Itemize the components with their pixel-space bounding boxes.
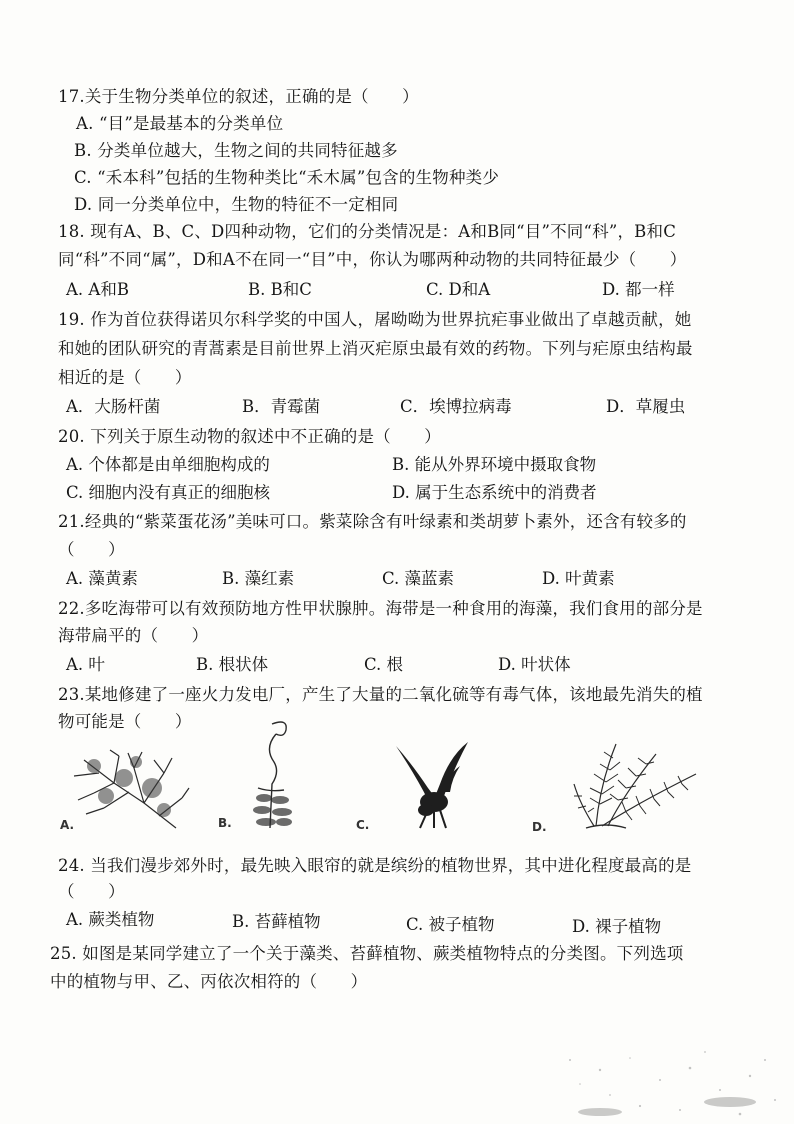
q17-option-b: B. 分类单位越大，生物之间的共同特征越多 — [74, 141, 398, 160]
q17-option-a: A. “目”是最基本的分类单位 — [76, 114, 284, 133]
q18-stem-line2: 同“科”不同“属”，D和A不在同一“目”中，你认为哪两种动物的共同特征最少（ ） — [58, 250, 687, 269]
q23-image-label-a: A. — [60, 818, 75, 832]
q21-stem-line1: 21.经典的“紫菜蛋花汤”美味可口。紫菜除含有叶绿素和类胡萝卜素外，还含有较多的 — [58, 512, 687, 531]
q20-stem: 20. 下列关于原生动物的叙述中不正确的是（ ） — [58, 427, 441, 446]
q23-image-label-b: B. — [218, 816, 232, 830]
q25-stem-line2: 中的植物与甲、乙、丙依次相符的（ ） — [50, 972, 368, 991]
q22-stem-line2: 海带扁平的（ ） — [58, 626, 209, 645]
q21-stem-line2: （ ） — [58, 540, 125, 559]
q23-image-label-d: D. — [532, 820, 547, 834]
q19-option-c: C．埃博拉病毒 — [400, 397, 512, 416]
q24-option-d: D. 裸子植物 — [572, 917, 662, 936]
q20-option-c: C. 细胞内没有真正的细胞核 — [66, 483, 271, 502]
q18-stem-line1: 18. 现有A、B、C、D四种动物，它们的分类情况是：A和B同“目”不同“科”，B和C — [58, 222, 677, 241]
q24-option-c: C. 被子植物 — [406, 915, 495, 934]
q20-option-d: D. 属于生态系统中的消费者 — [392, 483, 597, 502]
q20-option-b: B. 能从外界环境中摄取食物 — [392, 455, 597, 474]
q19-option-a: A．大肠杆菌 — [66, 397, 161, 416]
q22-option-a: A. 叶 — [66, 655, 105, 674]
scan-noise-decoration — [540, 1040, 794, 1124]
q19-stem-line1: 19. 作为首位获得诺贝尔科学奖的中国人，屠呦呦为世界抗疟事业做出了卓越贡献，她 — [58, 310, 692, 329]
q22-option-c: C. 根 — [364, 655, 404, 674]
q24-stem-line1: 24. 当我们漫步郊外时，最先映入眼帘的就是缤纷的植物世界，其中进化程度最高的是 — [58, 856, 692, 875]
q23-image-label-c: C. — [356, 818, 370, 832]
q18-option-d: D. 都一样 — [602, 280, 675, 299]
q22-option-d: D. 叶状体 — [498, 655, 571, 674]
q22-stem-line1: 22.多吃海带可以有效预防地方性甲状腺肿。海带是一种食用的海藻，我们食用的部分是 — [58, 599, 703, 618]
q21-option-c: C. 藻蓝素 — [382, 569, 455, 588]
q22-option-b: B. 根状体 — [196, 655, 269, 674]
q23-stem-line2: 物可能是（ ） — [58, 712, 192, 731]
q19-option-b: B．青霉菌 — [242, 397, 321, 416]
q18-option-c: C. D和A — [426, 280, 491, 299]
q18-option-b: B. B和C — [248, 280, 312, 299]
q25-stem-line1: 25. 如图是某同学建立了一个关于藻类、苔藓植物、蕨类植物特点的分类图。下列选项 — [50, 944, 684, 963]
q17-option-c: C. “禾本科”包括的生物种类比“禾木属”包含的生物种类少 — [74, 168, 500, 187]
q19-option-d: D．草履虫 — [606, 397, 686, 416]
q21-option-b: B. 藻红素 — [222, 569, 295, 588]
q19-stem-line3: 相近的是（ ） — [58, 368, 192, 387]
q21-option-d: D. 叶黄素 — [542, 569, 615, 588]
q18-option-a: A. A和B — [66, 280, 129, 299]
q24-stem-line2: （ ） — [58, 882, 125, 901]
q23-stem-line1: 23.某地修建了一座火力发电厂，产生了大量的二氧化硫等有毒气体，该地最先消失的植 — [58, 685, 703, 704]
moss-plant-image — [228, 718, 338, 834]
q20-option-a: A. 个体都是由单细胞构成的 — [66, 455, 270, 474]
q17-option-d: D. 同一分类单位中，生物的特征不一定相同 — [74, 195, 399, 214]
q19-stem-line2: 和她的团队研究的青蒿素是目前世界上消灭疟原虫最有效的药物。下列与疟原虫结构最 — [58, 339, 693, 358]
fern-plant-image — [566, 734, 706, 834]
q24-option-b: B. 苔藓植物 — [232, 912, 321, 931]
q24-option-a: A. 蕨类植物 — [66, 910, 155, 929]
lichen-plant-image — [64, 748, 194, 836]
seaweed-plant-image — [388, 736, 478, 832]
q21-option-a: A. 藻黄素 — [66, 569, 138, 588]
q17-stem: 17.关于生物分类单位的叙述，正确的是（ ） — [58, 87, 419, 106]
